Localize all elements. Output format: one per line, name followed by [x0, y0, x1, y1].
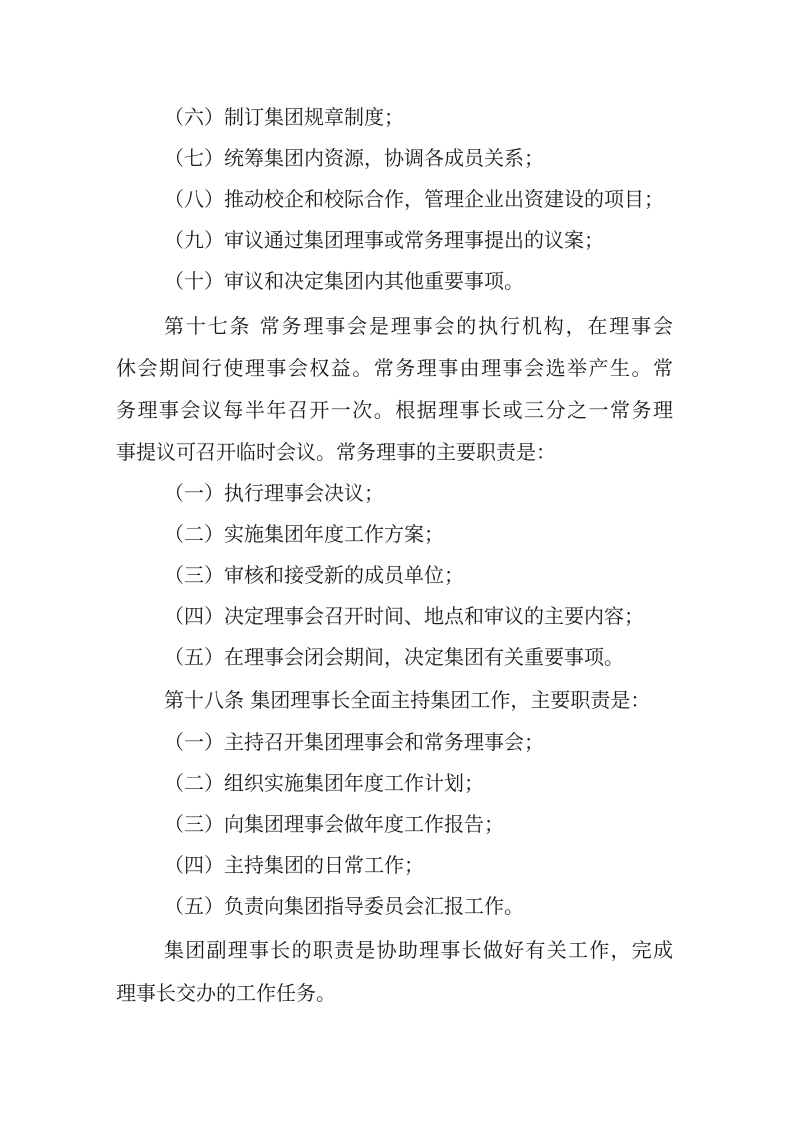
article-17-line-3: 务理事会议每半年召开一次。根据理事长或三分之一常务理	[116, 398, 673, 422]
clause-8-line: （八）推动校企和校际合作，管理企业出资建设的项目；	[164, 187, 664, 211]
duty-5-line: （五）在理事会闭会期间，决定集团有关重要事项。	[164, 645, 624, 669]
clause-9-line: （九）审议通过集团理事或常务理事提出的议案；	[164, 228, 604, 252]
article-17-line-1: 第十七条 常务理事会是理事会的执行机构，在理事会	[164, 314, 673, 338]
duty-2-line: （二）实施集团年度工作方案；	[164, 522, 444, 546]
vice-chair-line-1: 集团副理事长的职责是协助理事长做好有关工作，完成	[164, 938, 673, 962]
clause-7-line: （七）统筹集团内资源，协调各成员关系；	[164, 146, 544, 170]
article-17-line-2: 休会期间行使理事会权益。常务理事由理事会选举产生。常	[116, 356, 673, 380]
duty-4-line: （四）决定理事会召开时间、地点和审议的主要内容；	[164, 604, 644, 628]
chair-duty-1-line: （一）主持召开集团理事会和常务理事会；	[164, 730, 544, 754]
chair-duty-4-line: （四）主持集团的日常工作；	[164, 853, 424, 877]
clause-6-line: （六）制订集团规章制度；	[164, 105, 404, 129]
article-18-line: 第十八条 集团理事长全面主持集团工作，主要职责是：	[164, 688, 651, 712]
duty-1-line: （一）执行理事会决议；	[164, 481, 384, 505]
vice-chair-line-2: 理事长交办的工作任务。	[116, 981, 336, 1005]
clause-10-line: （十）审议和决定集团内其他重要事项。	[164, 269, 524, 293]
chair-duty-2-line: （二）组织实施集团年度工作计划；	[164, 771, 484, 795]
duty-3-line: （三）审核和接受新的成员单位；	[164, 563, 464, 587]
chair-duty-3-line: （三）向集团理事会做年度工作报告；	[164, 812, 504, 836]
article-17-line-4: 事提议可召开临时会议。常务理事的主要职责是：	[116, 440, 556, 464]
chair-duty-5-line: （五）负责向集团指导委员会汇报工作。	[164, 894, 524, 918]
